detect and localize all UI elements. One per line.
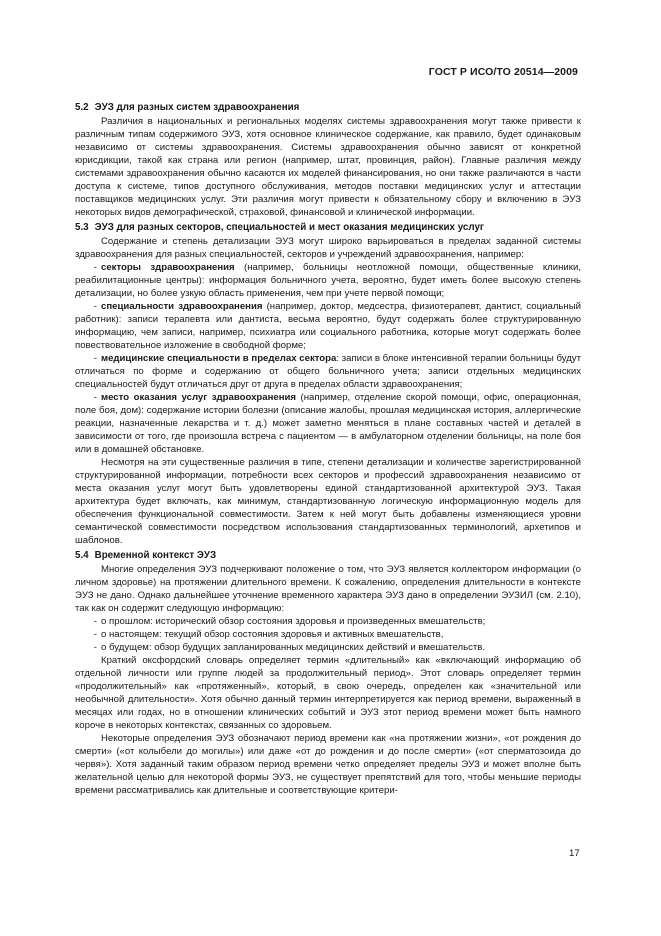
list-item-text: (например, отделение скорой помощи, офис, операционная, поле боя, дом): содержание истории болезни (описание жалобы, прошлая медицинская история, аллергические реакции, назначенные лекарства и т. д.) может заметно меняться в плане составных частей и деталей в зависимости от того, где произошла встреча с пациентом — в амбулаторном отделении больницы, на поле боя или в домашней обстановке. bbox=[75, 392, 581, 455]
bullet-mark: - bbox=[93, 629, 97, 640]
bullet-mark: - bbox=[93, 392, 97, 403]
list-item bbox=[75, 391, 581, 456]
list-item bbox=[75, 352, 581, 391]
paragraph: Некоторые определения ЭУЗ обозначают период времени как «на протяжении жизни», «от рождения до смерти» («от колыбели до могилы») или даже «от до рождения и до после смерти» («от сперматозоида до червя»). Хотя заданный таким образом период времени четко определяет пределы ЭУЗ и может вполне быть желательной целью для некоторой формы ЭУЗ, не существует препятствий для того, чтобы меньшие периоды времени рассматривались как длительные и соответствующие критери- bbox=[75, 733, 581, 796]
list-item-text: о будущем: обзор будущих запланированных медицинских действий и вмешательств. bbox=[101, 642, 486, 653]
bullet-mark: - bbox=[93, 353, 97, 364]
paragraph: Краткий оксфордский словарь определяет термин «длительный» как «включающий информацию об отдельной личности или группе людей за продолжительный период». Этот словарь определяет термин «продолжительный» как «протяженный», который, в свою очередь, определен как «значительной или необычной длительности». Хотя обычно данный термин интерпретируется как период времени, выраженный в месяцах или годах, но в отношении клинических событий и ЭУЗ этот период времени может быть намного короче в некоторых контекстах, связанных со здоровьем. bbox=[75, 655, 581, 731]
list-item-term: медицинские специальности в пределах сектора bbox=[101, 353, 337, 364]
document-code-header: ГОСТ Р ИСО/ТО 20514—2009 bbox=[428, 66, 578, 78]
paragraph: Различия в национальных и региональных моделях системы здравоохранения могут также привести к различным типам содержимого ЭУЗ, хотя основное клиническое содержание, как правило, будет одинаковым независимо от системы здравоохранения. Системы здравоохранения обычно зависят от конкретной юрисдикции, такой как страна или регион (например, штат, провинция, район). Главные различия между системами здравоохранения обычно касаются их моделей финансирования, но они также различаются в части доступа к системе, типов доступного обслуживания, методов поставки медицинских услуг и аттестации поставщиков медицинских услуг. Эти различия могут привести к обязательному сбору и включению в ЭУЗ некоторых видов демографической, страховой, финансовой и клинической информации. bbox=[75, 116, 581, 218]
section-title: ЭУЗ для разных систем здравоохранения bbox=[94, 102, 300, 113]
section-title: Временной контекст ЭУЗ bbox=[94, 550, 217, 561]
section-heading-5-3 bbox=[75, 220, 581, 235]
list-item-text: (например, больницы неотложной помощи, общественные клиники, реабилитационные центры): информация больничного учета, вероятно, будет иметь более высокую степень детализации, но более узкую область применения, чем при учете первой помощи; bbox=[75, 262, 581, 299]
page-body bbox=[75, 96, 581, 797]
list-item bbox=[75, 641, 581, 654]
bullet-mark: - bbox=[93, 301, 97, 312]
paragraph: Содержание и степень детализации ЭУЗ могут широко варьироваться в пределах заданной системы здравоохранения для разных специальностей, секторов и учреждений здравоохранения, например: bbox=[75, 236, 581, 260]
list-item bbox=[75, 300, 581, 352]
section-number: 5.4 bbox=[75, 550, 89, 561]
list-item-term: секторы здравоохранения bbox=[101, 262, 235, 273]
section-heading-5-4 bbox=[75, 548, 581, 563]
paragraph: Многие определения ЭУЗ подчеркивают положение о том, что ЭУЗ является коллектором информации (о личном здоровье) на протяжении длительного времени. К сожалению, определения длительности в контексте ЭУЗ не дано. Однако дальнейшее уточнение временного характера ЭУЗ дано в определении ЭУЗИЛ (см. 2.10), так как он содержит следующую информацию: bbox=[75, 564, 581, 614]
list-item-text: : записи в блоке интенсивной терапии больницы будут отличаться по форме и содержанию от общего больничного учета; записи отдельных медицинских специальностей будут отличаться друг от друга в пределах области здравоохранения; bbox=[75, 353, 581, 390]
bullet-mark: - bbox=[93, 642, 97, 653]
list-item bbox=[75, 615, 581, 628]
section-number: 5.3 bbox=[75, 222, 89, 233]
bullet-mark: - bbox=[93, 616, 97, 627]
list-item-term: место оказания услуг здравоохранения bbox=[101, 392, 297, 403]
list-item-text: о прошлом: исторический обзор состояния здоровья и произведенных вмешательств; bbox=[101, 616, 486, 627]
section-title: ЭУЗ для разных секторов, специальностей и мест оказания медицинских услуг bbox=[94, 222, 484, 233]
list-item-text: о настоящем: текущий обзор состояния здоровья и активных вмешательств, bbox=[101, 629, 444, 640]
list-item-term: специальности здравоохранения bbox=[101, 301, 263, 312]
page-number: 17 bbox=[569, 848, 580, 859]
list-item-text: (например, доктор, медсестра, физиотерапевт, дантист, социальный работник): записи терапевта или дантиста, весьма вероятно, будут содержать более структурированную информацию, чем записи, например, психиатра или социального работника, которые могут содержать более повествовательное изложение в свободной форме; bbox=[75, 301, 581, 351]
list-item bbox=[75, 261, 581, 300]
bullet-mark: - bbox=[93, 262, 97, 273]
paragraph: Несмотря на эти существенные различия в типе, степени детализации и количестве зарегистрированной структурированной информации, потребности всех секторов и профессий здравоохранения независимо от места оказания услуг могут быть удовлетворены единой стандартизованной архитектурой ЭУЗ. Такая архитектура будет включать, как минимум, стандартизованную логическую информационную модель для обеспечения функциональной совместимости. Затем к ней могут быть добавлены изменяющиеся уровни семантической совместимости посредством использования стандартизованных терминологий, архетипов и шаблонов. bbox=[75, 457, 581, 546]
list-item bbox=[75, 628, 581, 641]
section-number: 5.2 bbox=[75, 102, 89, 113]
section-heading-5-2 bbox=[75, 100, 581, 115]
